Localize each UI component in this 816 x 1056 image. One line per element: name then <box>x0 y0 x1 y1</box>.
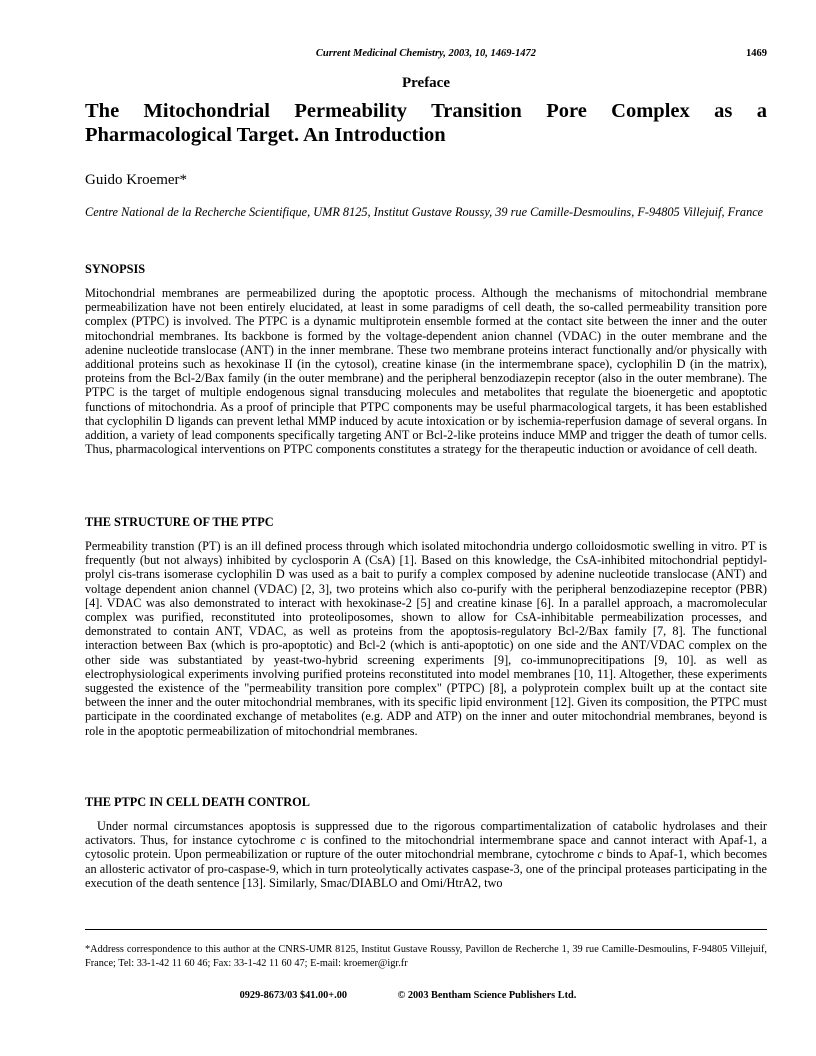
text-segment: binds to Apaf-1, which becomes an allosteric activator of pro-caspase-9, which in turn proteolytically activates caspase-3, one of the principal proteases participating in the execution of the death sentence [13]. Similarly, Smac/DIABLO and Omi/HtrA2, two <box>85 847 767 890</box>
title-line-1: The Mitochondrial Permeability Transition Pore Complex as a <box>85 100 767 122</box>
page-number: 1469 <box>746 48 767 59</box>
article-title <box>85 99 767 147</box>
text-segment: Under normal circumstances apoptosis is suppressed due to the rigorous compartimentalization of catabolic hydrolases and their activators. Thus, for instance cytochrome <box>85 819 767 848</box>
journal-citation: Current Medicinal Chemistry, 2003, 10, 1469-1472 <box>315 48 537 59</box>
author: Guido Kroemer* <box>85 172 188 188</box>
italic-c: c <box>597 847 603 862</box>
section-heading-cell-death: THE PTPC IN CELL DEATH CONTROL <box>85 795 310 809</box>
issn-price: 0929-8673/03 $41.00+.00 <box>239 990 348 1001</box>
structure-paragraph: Permeability transtion (PT) is an ill defined process through which isolated mitochondria undergo colloidosmotic swelling in vitro. PT is frequently (but not always) inhibited by cyclosporin A (CsA) [1]. Based on this knowledge, the CsA-inhibited mitochondrial peptidyl-prolyl cis-trans isomerase cyclophilin D was used as a bait to purify a complex composed by adenine nucleotide translocase (ANT) and voltage dependent anion channel (VDAC) [2, 3], two proteins which also co-purify with the peripheral benzodiazepine receptor (PBR) [4]. VDAC was also demonstrated to interact with hexokinase-2 [5] and creatine kinase [6]. In a parallel approach, a macromolecular complex was purified, reconstituted into proteoliposomes, shown to allow for CsA-inhibitable permeabilization processes, and demonstrated to contain ANT, VDAC, as well as proteins from the apoptosis-regulatory Bcl-2/Bax family [7, 8]. The functional interaction between Bax (which is pro-apoptotic) and Bcl-2 (which is anti-apoptotic) on one side and the ANT/VDAC complex on the other side was substantiated by yeast-two-hybrid screening experiments [9], co-immunoprecitipations [9, 10]. as well as electrophysiological experiments involving purified proteins reconstituted into model membranes [10, 11]. Altogether, these experiments suggested the existence of the "permeability transition pore complex" (PTPC) [8], a polyprotein complex built up at the contact site between the inner and the outer mitochondrial membranes, with its specific lipid environment [12]. Given its composition, the PTPC must participate in the coordinated exchange of metabolites (e.g. ADP and ATP) on the inner and outer mitochondrial membranes, beyond is role in the apoptotic permeabilization of mitochondrial membranes. <box>85 539 767 738</box>
affiliation: Centre National de la Recherche Scientifique, UMR 8125, Institut Gustave Roussy, 39 rue Camille-Desmoulins, F-94805 Villejuif, France <box>85 205 764 219</box>
correspondence-footnote: *Address correspondence to this author at the CNRS-UMR 8125, Institut Gustave Roussy, Pavillon de Recherche 1, 39 rue Camille-Desmoulins, F-94805 Villejuif, France; Tel: 33-1-42 11 60 46; Fax: 33-1-42 11 60 47; E-mail: kroemer@igr.fr <box>85 944 767 969</box>
text-segment: is confined to the mitochondrial intermembrane space and cannot interact with Apaf-1, a cytosolic protein. Upon permeabilization or rupture of the outer mitochondrial membrane, cytochrome <box>85 833 768 862</box>
copyright: © 2003 Bentham Science Publishers Ltd. <box>397 990 577 1001</box>
footnote-divider <box>85 929 767 930</box>
synopsis-paragraph: Mitochondrial membranes are permeabilized during the apoptotic process. Although the mechanisms of mitochondrial membrane permeabilization have not been entirely elucidated, at least in some paradigms of cell death, the so-called permeability transition pore complex (PTPC) is involved. The PTPC is a dynamic multiprotein ensemble formed at the contact site between the inner and the outer mitochondrial membranes. Its backbone is formed by the voltage-dependent anion channel (VDAC) in the outer membrane and the adenine nucleotide translocase (ANT) in the inner membrane. These two membrane proteins interact functionally and/or physically with additional proteins such as hexokinase II (in the cytosol), creatine kinase (in the intermembrane space), cyclophilin D (in the matrix), proteins from the Bcl-2/Bax family (in the outer membrane) and the peripheral benzodiazepin receptor (also in the outer membrane). The PTPC is the target of multiple endogenous signal transducing molecules and metabolites that regulate the bioenergetic and apoptotic functions of mitochondria. As a proof of principle that PTPC components may be useful pharmacological targets, it has been established that cyclophilin D ligands can prevent lethal MMP induced by acute intoxication or by ischemia-reperfusion damage of several organs. In addition, a variety of lead components specifically targeting ANT or Bcl-2-like proteins induce MMP and trigger the death of tumor cells. Thus, pharmacological interventions on PTPC components constitutes a strategy for the therapeutic induction or avoidance of cell death. <box>85 286 767 457</box>
title-line-2: Pharmacological Target. An Introduction <box>85 124 446 146</box>
bottom-line <box>0 990 816 1001</box>
cell-death-paragraph <box>85 819 767 890</box>
section-heading-structure: THE STRUCTURE OF THE PTPC <box>85 515 274 529</box>
italic-c: c <box>300 833 306 848</box>
article-type: Preface <box>401 75 451 91</box>
section-heading-synopsis: SYNOPSIS <box>85 262 146 276</box>
